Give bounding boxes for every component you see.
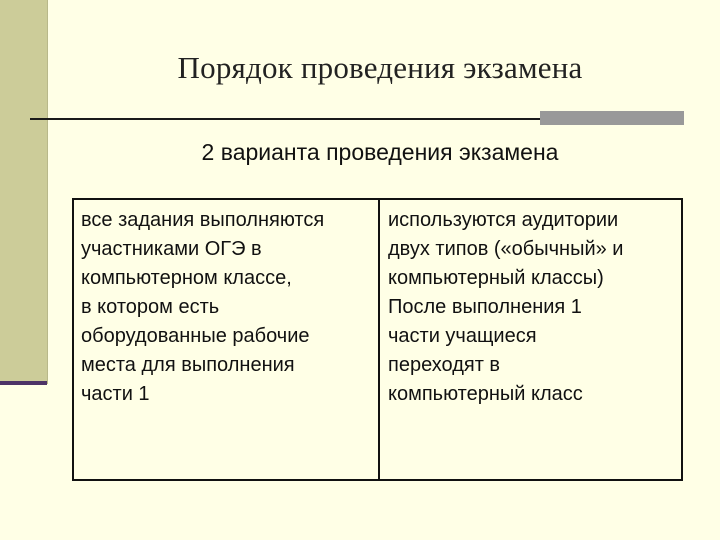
right-cell-line: двух типов («обычный» и [388, 238, 624, 260]
right-cell-line: После выполнения 1 [388, 296, 582, 318]
right-cell-line: компьютерный классы) [388, 267, 604, 289]
left-cell-line: оборудованные рабочие [81, 325, 310, 347]
right-cell-line: переходят в [388, 354, 501, 376]
slide-subtitle: 2 варианта проведения экзамена [201, 139, 559, 165]
left-cell-line: места для выполнения [81, 354, 295, 376]
table-cell-right [380, 200, 681, 479]
left-cell-line: компьютерном классе, [81, 267, 292, 289]
left-cell-line: участниками ОГЭ в [81, 238, 262, 260]
slide-title: Порядок проведения экзамена [177, 50, 583, 85]
title-underline [30, 118, 540, 120]
comparison-table [72, 198, 683, 481]
right-cell-line: компьютерный класс [388, 383, 583, 405]
title-underline-accent-block [540, 111, 684, 125]
left-cell-line: части 1 [81, 383, 150, 405]
right-cell-line: используются аудитории [388, 209, 619, 231]
left-cell-line: все задания выполняются [81, 209, 325, 231]
right-cell-line: части учащиеся [388, 325, 537, 347]
table-cell-left [74, 200, 380, 479]
left-band-bottom-edge [0, 381, 47, 385]
left-cell-line: в котором есть [81, 296, 220, 318]
